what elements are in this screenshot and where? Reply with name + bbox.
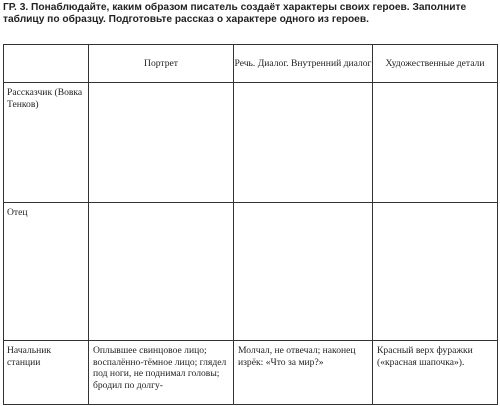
row-label-father: Отец (4, 203, 89, 341)
header-portrait: Портрет (89, 45, 234, 83)
task-text (3, 2, 497, 27)
cell-details: Красный верх фуражки («красная шапочка»). (373, 341, 498, 405)
cell-portrait (89, 203, 234, 341)
cell-details (373, 83, 498, 203)
header-empty (4, 45, 89, 83)
cell-speech (234, 83, 373, 203)
cell-speech: Молчал, не отвечал; наконец изрёк: «Что за мир?» (234, 341, 373, 405)
task-instruction: Понаблюдайте, каким образом писатель создаёт характеры своих героев. Заполните таблицу по образцу. Подготовьте рассказ о характере одного из героев. (3, 2, 467, 26)
row-label-narrator: Рассказчик (Вовка Тенков) (4, 83, 89, 203)
header-speech: Речь. Диалог. Внутренний диалог (234, 45, 373, 83)
header-row (4, 45, 498, 83)
cell-details (373, 203, 498, 341)
header-details: Художественные детали (373, 45, 498, 83)
cell-portrait (89, 83, 234, 203)
table-row (4, 341, 498, 405)
table-row (4, 203, 498, 341)
cell-portrait: Оплывшее свинцовое лицо; воспалённо-тёмное лицо; глядел под ноги, не поднимал головы; бродил по долгу- (89, 341, 234, 405)
task-number: ГР. 3. (3, 2, 29, 13)
table-row (4, 83, 498, 203)
row-label-stationmaster: Начальник станции (4, 341, 89, 405)
cell-speech (234, 203, 373, 341)
character-table (3, 44, 498, 405)
